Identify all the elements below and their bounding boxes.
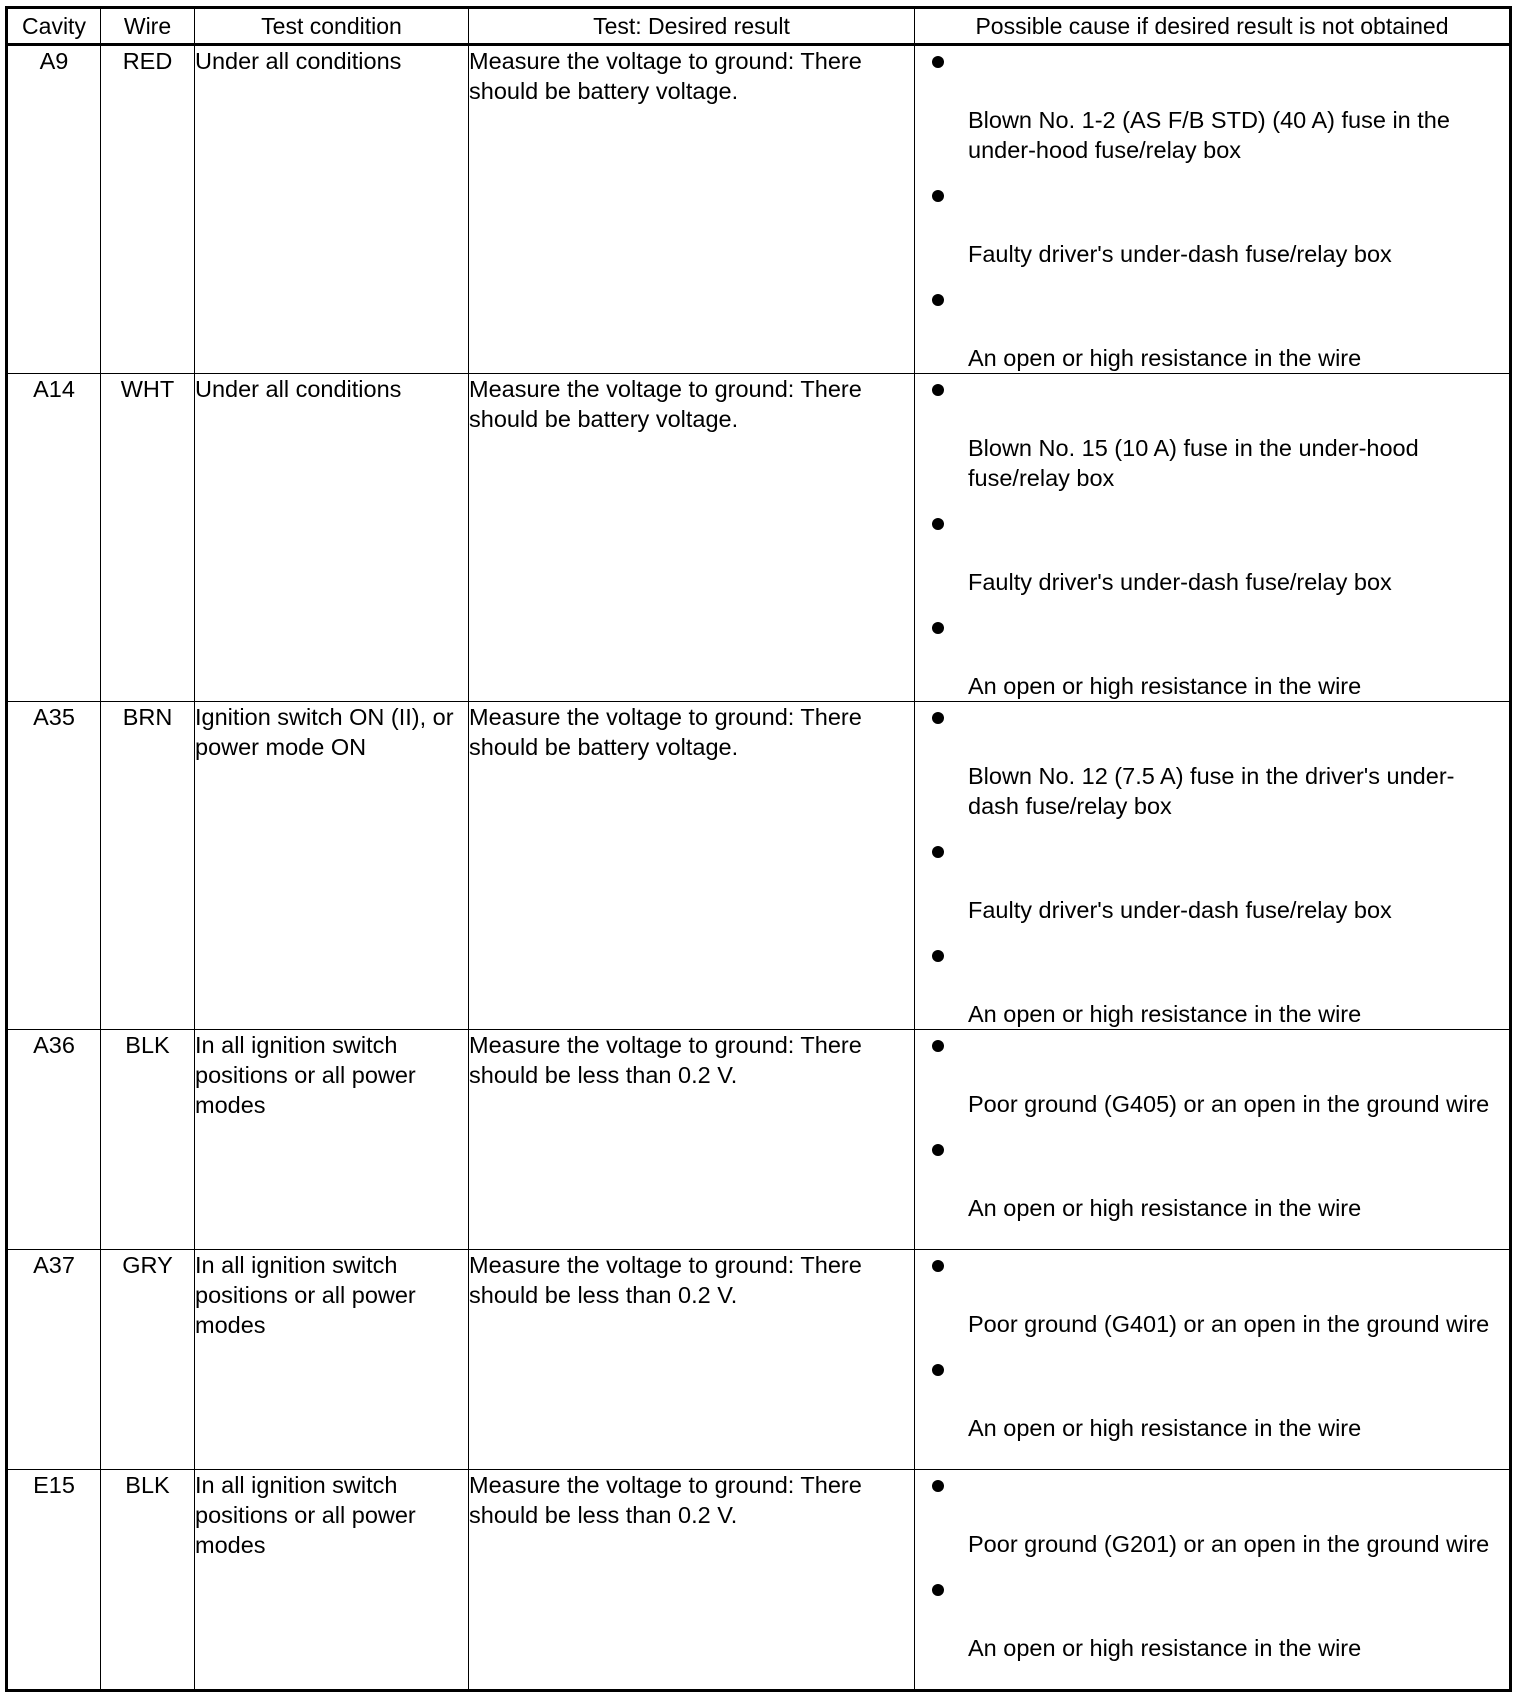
desired-result-cell: Measure the voltage to ground: There should be battery voltage.	[469, 45, 915, 374]
test-condition-cell: In all ignition switch positions or all power modes	[195, 1030, 469, 1250]
bullet-icon	[932, 846, 944, 858]
test-condition-cell: In all ignition switch positions or all power modes	[195, 1250, 469, 1470]
bullet-icon	[932, 384, 944, 396]
cause-item	[915, 895, 1509, 925]
test-condition-cell: Under all conditions	[195, 374, 469, 702]
cause-text: Blown No. 1-2 (AS F/B STD) (40 A) fuse in the under-hood fuse/relay box	[968, 107, 1450, 163]
header-desired-result: Test: Desired result	[469, 8, 915, 45]
cause-text: An open or high resistance in the wire	[968, 1001, 1362, 1027]
cause-list	[915, 1529, 1509, 1663]
cause-text: An open or high resistance in the wire	[968, 1195, 1362, 1221]
cause-item	[915, 1309, 1509, 1339]
header-wire: Wire	[101, 8, 195, 45]
cause-item	[915, 433, 1509, 493]
cause-text: Faulty driver's under-dash fuse/relay box	[968, 569, 1392, 595]
cavity-cell: A36	[7, 1030, 101, 1250]
bullet-icon	[932, 1480, 944, 1492]
cause-text: Poor ground (G201) or an open in the ground wire	[968, 1531, 1490, 1557]
bullet-icon	[932, 622, 944, 634]
cavity-cell: A14	[7, 374, 101, 702]
bullet-icon	[932, 712, 944, 724]
possible-causes-cell	[915, 1250, 1511, 1470]
table-row	[7, 1250, 1511, 1470]
cause-item	[915, 1633, 1509, 1663]
cause-list	[915, 433, 1509, 701]
cause-item	[915, 567, 1509, 597]
cause-text: Blown No. 15 (10 A) fuse in the under-hood fuse/relay box	[968, 435, 1419, 491]
test-condition-cell: In all ignition switch positions or all power modes	[195, 1470, 469, 1691]
cause-text: Poor ground (G401) or an open in the ground wire	[968, 1311, 1490, 1337]
possible-causes-cell	[915, 702, 1511, 1030]
cause-item	[915, 343, 1509, 373]
wire-color-cell: BRN	[101, 702, 195, 1030]
bullet-icon	[932, 1584, 944, 1596]
possible-causes-cell	[915, 45, 1511, 374]
cavity-cell: A35	[7, 702, 101, 1030]
cause-text: An open or high resistance in the wire	[968, 1635, 1362, 1661]
bullet-icon	[932, 1040, 944, 1052]
possible-causes-cell	[915, 1470, 1511, 1691]
wire-color-cell: WHT	[101, 374, 195, 702]
cavity-cell: A9	[7, 45, 101, 374]
cause-text: Faulty driver's under-dash fuse/relay box	[968, 897, 1392, 923]
cause-list	[915, 761, 1509, 1029]
bullet-icon	[932, 1260, 944, 1272]
cause-list	[915, 1309, 1509, 1443]
desired-result-cell: Measure the voltage to ground: There should be battery voltage.	[469, 374, 915, 702]
possible-causes-cell	[915, 1030, 1511, 1250]
desired-result-cell: Measure the voltage to ground: There should be less than 0.2 V.	[469, 1030, 915, 1250]
cavity-cell: E15	[7, 1470, 101, 1691]
bullet-icon	[932, 1144, 944, 1156]
cause-item	[915, 999, 1509, 1029]
cause-item	[915, 1193, 1509, 1223]
cause-text: An open or high resistance in the wire	[968, 345, 1362, 371]
cause-item	[915, 105, 1509, 165]
header-cavity: Cavity	[7, 8, 101, 45]
cause-text: Faulty driver's under-dash fuse/relay box	[968, 241, 1392, 267]
cause-item	[915, 1089, 1509, 1119]
header-test-condition: Test condition	[195, 8, 469, 45]
header-row	[7, 8, 1511, 45]
bullet-icon	[932, 294, 944, 306]
wire-color-cell: BLK	[101, 1470, 195, 1691]
cause-text: Blown No. 12 (7.5 A) fuse in the driver's under-dash fuse/relay box	[968, 763, 1455, 819]
bullet-icon	[932, 1364, 944, 1376]
cause-list	[915, 1089, 1509, 1223]
wire-color-cell: RED	[101, 45, 195, 374]
header-possible-cause: Possible cause if desired result is not obtained	[915, 8, 1511, 45]
bullet-icon	[932, 950, 944, 962]
connector-test-table	[5, 6, 1512, 1692]
table-row	[7, 1470, 1511, 1691]
cause-text: Poor ground (G405) or an open in the ground wire	[968, 1091, 1490, 1117]
cause-list	[915, 105, 1509, 373]
table-row	[7, 45, 1511, 374]
desired-result-cell: Measure the voltage to ground: There should be less than 0.2 V.	[469, 1470, 915, 1691]
possible-causes-cell	[915, 374, 1511, 702]
cause-item	[915, 1413, 1509, 1443]
test-condition-cell: Under all conditions	[195, 45, 469, 374]
test-condition-cell: Ignition switch ON (II), or power mode ON	[195, 702, 469, 1030]
cause-item	[915, 239, 1509, 269]
cause-item	[915, 671, 1509, 701]
cause-text: An open or high resistance in the wire	[968, 673, 1362, 699]
table-row	[7, 1030, 1511, 1250]
bullet-icon	[932, 190, 944, 202]
desired-result-cell: Measure the voltage to ground: There should be battery voltage.	[469, 702, 915, 1030]
cause-text: An open or high resistance in the wire	[968, 1415, 1362, 1441]
wire-color-cell: GRY	[101, 1250, 195, 1470]
desired-result-cell: Measure the voltage to ground: There should be less than 0.2 V.	[469, 1250, 915, 1470]
cause-item	[915, 1529, 1509, 1559]
wire-color-cell: BLK	[101, 1030, 195, 1250]
cavity-cell: A37	[7, 1250, 101, 1470]
bullet-icon	[932, 56, 944, 68]
table-row	[7, 374, 1511, 702]
table-row	[7, 702, 1511, 1030]
cause-item	[915, 761, 1509, 821]
table-body	[7, 45, 1511, 1691]
bullet-icon	[932, 518, 944, 530]
